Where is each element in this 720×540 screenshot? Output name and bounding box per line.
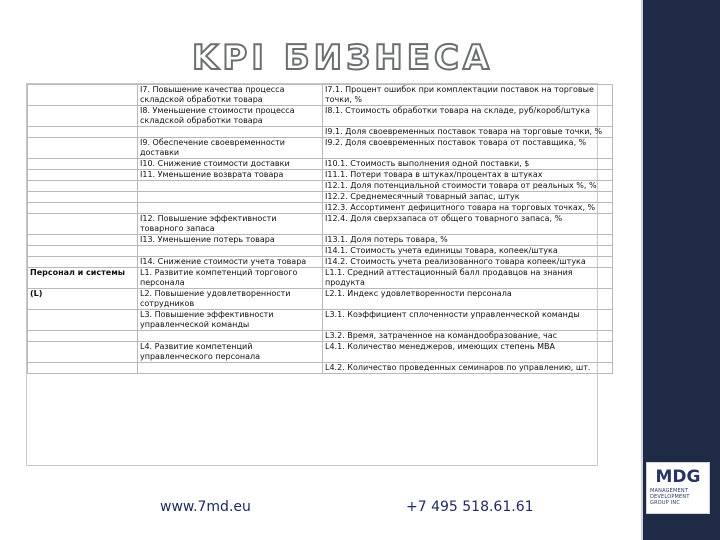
perspective-cell: [28, 331, 138, 342]
table-row: [28, 127, 613, 138]
indicator-cell: L1.1. Средний аттестационный балл продавцов на знания продукта: [323, 268, 613, 289]
kpi-table: [27, 84, 613, 374]
goal-cell: [138, 246, 323, 257]
goal-cell: I8. Уменьшение стоимости процесса складской обработки товара: [138, 106, 323, 127]
goal-cell: L1. Развитие компетенций торгового персонала: [138, 268, 323, 289]
right-sidebar-band: [641, 0, 720, 540]
perspective-cell: [28, 181, 138, 192]
indicator-cell: L2.1. Индекс удовлетворенности персонала: [323, 289, 613, 310]
goal-cell: [138, 331, 323, 342]
indicator-cell: I12.2. Среднемесячный товарный запас, штук: [323, 192, 613, 203]
goal-cell: [138, 127, 323, 138]
goal-cell: L3. Повышение эффективности управленческой команды: [138, 310, 323, 331]
table-row: [28, 181, 613, 192]
footer-phone-number: +7 495 518.61.61: [406, 499, 534, 515]
table-row: [28, 170, 613, 181]
perspective-cell: [28, 246, 138, 257]
kpi-document: [26, 83, 603, 466]
mdg-logo-mark: [651, 466, 705, 486]
table-row: [28, 235, 613, 246]
indicator-cell: L4.1. Количество менеджеров, имеющих степень MBA: [323, 342, 613, 363]
indicator-cell: I12.3. Ассортимент дефицитного товара на торговых точках, %: [323, 203, 613, 214]
logo-line-2: DEVELOPMENT: [650, 494, 690, 500]
goal-cell: L4. Развитие компетенций управленческого персонала: [138, 342, 323, 363]
logo-mark-text: MDG: [655, 467, 701, 486]
perspective-cell: [28, 235, 138, 246]
table-row: [28, 363, 613, 374]
goal-cell: I12. Повышение эффективности товарного запаса: [138, 214, 323, 235]
goal-cell: I11. Уменьшение возврата товара: [138, 170, 323, 181]
indicator-cell: I8.1. Стоимость обработки товара на складе, руб/короб/штука: [323, 106, 613, 127]
perspective-cell: [28, 85, 138, 106]
goal-cell: [138, 181, 323, 192]
table-row: [28, 246, 613, 257]
table-row: [28, 310, 613, 331]
indicator-cell: I14.2. Стоимость учета реализованного товара копеек/штука: [323, 257, 613, 268]
perspective-cell: [28, 138, 138, 159]
indicator-cell: L3.2. Время, затраченное на командообразование, час: [323, 331, 613, 342]
perspective-cell: (L): [28, 289, 138, 310]
indicator-cell: I12.4. Доля сверхзапаса от общего товарного запаса, %: [323, 214, 613, 235]
indicator-cell: I13.1. Доля потерь товара, %: [323, 235, 613, 246]
perspective-cell: [28, 192, 138, 203]
table-row: [28, 159, 613, 170]
table-row: [28, 289, 613, 310]
table-row: [28, 203, 613, 214]
table-row: [28, 268, 613, 289]
indicator-cell: I9.1. Доля своевременных поставок товара на торговые точки, %: [323, 127, 613, 138]
perspective-cell: [28, 257, 138, 268]
table-row: [28, 342, 613, 363]
perspective-cell: [28, 170, 138, 181]
perspective-cell: [28, 363, 138, 374]
slide-title: KPI БИЗНЕСА: [192, 38, 494, 78]
goal-cell: [138, 363, 323, 374]
goal-cell: I14. Снижение стоимости учета товара: [138, 257, 323, 268]
indicator-cell: L3.1. Коэффициент сплоченности управленческой команды: [323, 310, 613, 331]
goal-cell: [138, 203, 323, 214]
perspective-cell: [28, 342, 138, 363]
goal-cell: L2. Повышение удовлетворенности сотрудников: [138, 289, 323, 310]
perspective-cell: [28, 127, 138, 138]
indicator-cell: I10.1. Стоимость выполнения одной поставки, $: [323, 159, 613, 170]
indicator-cell: L4.2. Количество проведенных семинаров по управлению, шт.: [323, 363, 613, 374]
table-row: [28, 192, 613, 203]
table-row: [28, 331, 613, 342]
indicator-cell: I9.2. Доля своевременных поставок товара от поставщика, %: [323, 138, 613, 159]
perspective-cell: [28, 203, 138, 214]
footer-website-link[interactable]: www.7md.eu: [160, 499, 251, 515]
goal-cell: I9. Обеспечение своевременности доставки: [138, 138, 323, 159]
table-row: [28, 138, 613, 159]
goal-cell: I7. Повышение качества процесса складской обработки товара: [138, 85, 323, 106]
indicator-cell: I11.1. Потери товара в штуках/процентах в штуках: [323, 170, 613, 181]
goal-cell: [138, 192, 323, 203]
perspective-cell: Персонал и системы: [28, 268, 138, 289]
indicator-cell: I12.1. Доля потенциальной стоимости товара от реальных %, %: [323, 181, 613, 192]
table-row: [28, 257, 613, 268]
logo-line-1: MANAGEMENT: [650, 488, 689, 494]
perspective-cell: [28, 214, 138, 235]
perspective-cell: [28, 310, 138, 331]
perspective-cell: [28, 159, 138, 170]
indicator-cell: I14.1. Стоимость учета единицы товара, копеек/штука: [323, 246, 613, 257]
goal-cell: I10. Снижение стоимости доставки: [138, 159, 323, 170]
company-logo: [646, 462, 710, 514]
goal-cell: I13. Уменьшение потерь товара: [138, 235, 323, 246]
table-row: [28, 214, 613, 235]
logo-line-3: GROUP INC: [650, 500, 681, 506]
table-row: [28, 85, 613, 106]
perspective-cell: [28, 106, 138, 127]
indicator-cell: I7.1. Процент ошибок при комплектации поставок на торговые точки, %: [323, 85, 613, 106]
table-row: [28, 106, 613, 127]
